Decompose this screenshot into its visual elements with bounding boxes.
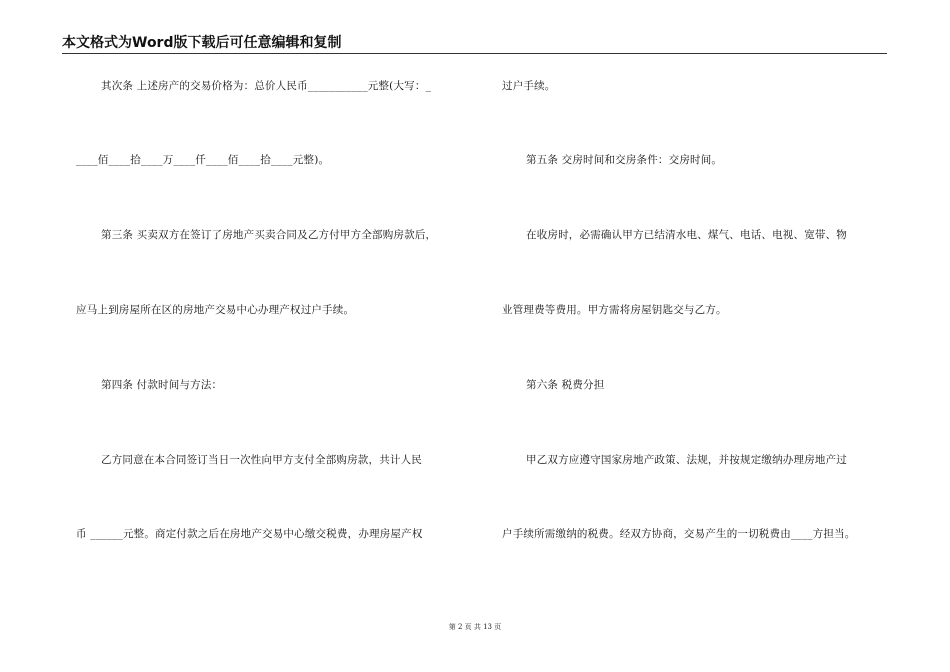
right-line-7: 户手续所需缴纳的税费。经双方协商，交易产生的一切税费由____方担当。 <box>502 528 856 540</box>
right-line-1: 过户手续。 <box>502 80 556 92</box>
right-line-4: 业管理费等费用。甲方需将房屋钥匙交与乙方。 <box>502 304 727 316</box>
document-header-title: 本文格式为Word版下载后可任意编辑和复制 <box>62 35 342 51</box>
right-line-6: 甲乙双方应遵守国家房地产政策、法规，并按规定缴纳办理房地产过 <box>526 454 847 466</box>
right-line-5: 第六条 税费分担 <box>526 379 605 391</box>
left-line-3: 第三条 买卖双方在签订了房地产买卖合同及乙方付甲方全部购房款后， <box>101 229 437 241</box>
left-line-1: 其次条 上述房产的交易价格为：总价人民币___________元整(大写：_ <box>101 80 432 92</box>
right-line-2: 第五条 交房时间和交房条件：交房时间。 <box>526 154 723 166</box>
page-number: 第 2 页 共 13 页 <box>448 623 502 631</box>
right-line-3: 在收房时，必需确认甲方已结清水电、煤气、电话、电视、宽带、物 <box>526 229 847 241</box>
header-divider <box>62 53 887 54</box>
left-line-5: 第四条 付款时间与方法： <box>101 379 223 391</box>
left-line-7: 币 ______元整。商定付款之后在房地产交易中心缴交税费，办理房屋产权 <box>76 528 423 540</box>
left-line-4: 应马上到房屋所在区的房地产交易中心办理产权过户手续。 <box>76 304 355 316</box>
left-line-2: ____佰____拾____万____仟____佰____拾____元整)。 <box>76 154 330 166</box>
left-line-6: 乙方同意在本合同签订当日一次性向甲方支付全部购房款，共计人民 <box>101 454 422 466</box>
